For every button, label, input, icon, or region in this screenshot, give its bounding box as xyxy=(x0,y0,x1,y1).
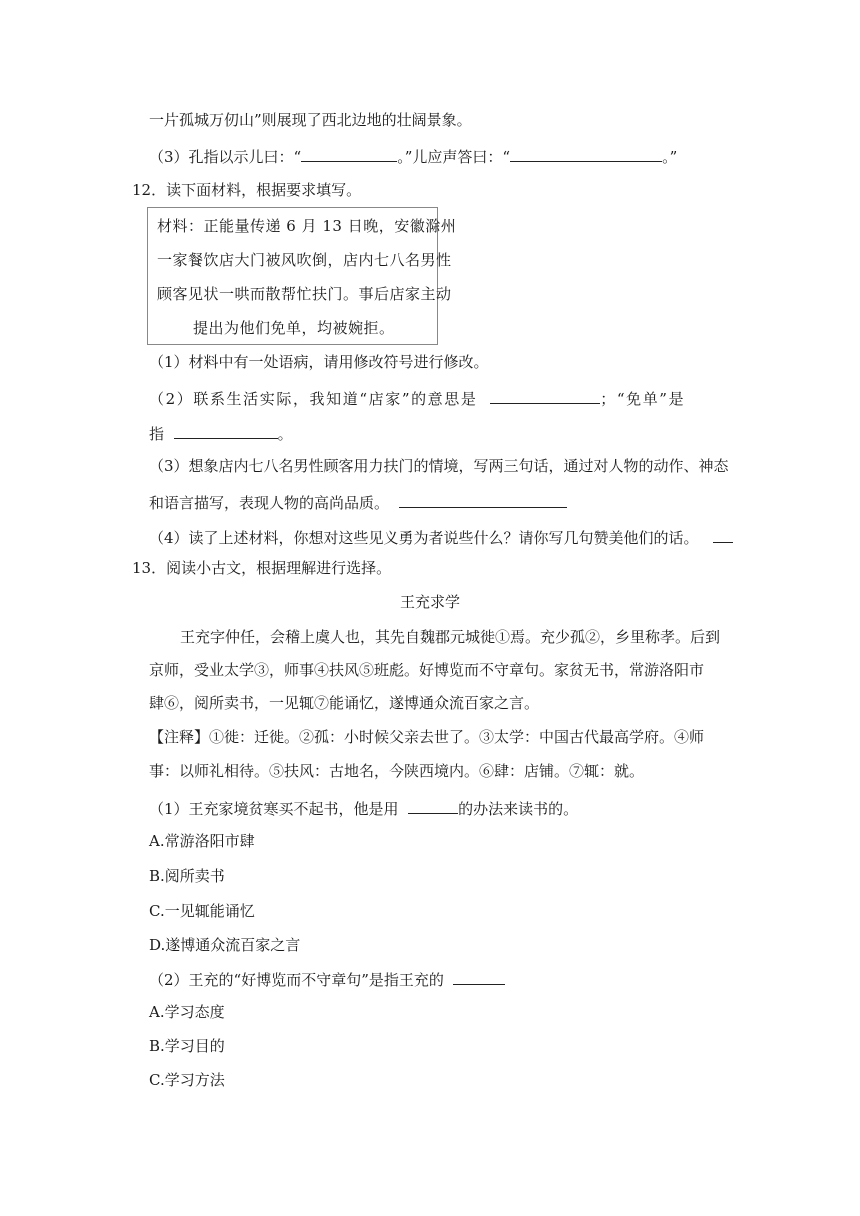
annotation-line xyxy=(149,727,704,747)
answer-blank[interactable] xyxy=(174,422,278,439)
text: （4）读了上述材料，你想对这些见义勇为者说些什么？请你写几句赞美他们的话。 xyxy=(149,529,699,547)
text: 的办法来读书的。 xyxy=(458,800,579,818)
material-line: 提出为他们免单，均被婉拒。 xyxy=(193,319,395,337)
option-d[interactable] xyxy=(149,935,300,955)
answer-blank[interactable] xyxy=(510,145,662,162)
text: A.常游洛阳市肆 xyxy=(149,832,255,850)
text: D.遂博通众流百家之言 xyxy=(149,936,301,954)
sub-question-3 xyxy=(149,456,729,476)
option-b[interactable] xyxy=(149,1036,225,1056)
passage-line xyxy=(149,660,704,680)
sub-question-1 xyxy=(149,352,489,372)
text: 。”儿应声答曰：“ xyxy=(397,148,511,166)
answer-blank[interactable] xyxy=(490,387,600,404)
option-c[interactable] xyxy=(149,1070,225,1090)
text: （2）王充的“好博览而不守章句”是指王充的 xyxy=(149,971,444,989)
choice-question-2 xyxy=(149,968,505,990)
text: B.阅所卖书 xyxy=(149,867,225,885)
material-line: 一家餐饮店大门被风吹倒，店内七八名男性 xyxy=(157,251,452,269)
text: 。” xyxy=(662,148,678,166)
sub-question-4 xyxy=(149,526,733,548)
text: 肆⑥，阅所卖书，一见辄⑦能诵忆，遂博通众流百家之言。 xyxy=(149,694,540,712)
text: A.学习态度 xyxy=(149,1003,225,1021)
text: C.学习方法 xyxy=(149,1071,225,1089)
material-line: 顾客见状一哄而散帮忙扶门。事后店家主动 xyxy=(157,285,452,303)
text: （3）孔指以示儿曰：“ xyxy=(149,148,302,166)
annotation-line xyxy=(149,761,644,781)
option-b[interactable] xyxy=(149,866,225,886)
choice-question-1 xyxy=(149,797,578,819)
text: 13．阅读小古文，根据理解进行选择。 xyxy=(132,559,392,577)
text: （1）材料中有一处语病，请用修改符号进行修改。 xyxy=(149,353,489,371)
sub-question-2 xyxy=(149,387,685,409)
answer-blank[interactable] xyxy=(408,797,458,814)
text: B.学习目的 xyxy=(149,1037,225,1055)
answer-blank[interactable] xyxy=(713,526,733,543)
text: （1）王充家境贫寒买不起书，他是用 xyxy=(149,800,399,818)
passage-line xyxy=(180,627,720,647)
answer-blank[interactable] xyxy=(453,968,505,985)
text: 【注释】①徙：迁徙。②孤：小时候父亲去世了。③太学：中国古代最高学府。④师 xyxy=(149,728,705,746)
text: 京师，受业太学③，师事④扶风⑤班彪。好博览而不守章句。家贫无书，常游洛阳市 xyxy=(149,661,705,679)
passage-line xyxy=(149,693,539,713)
sub-question-2-cont xyxy=(149,422,293,444)
question-13-heading xyxy=(132,558,391,578)
material-box xyxy=(147,207,457,345)
text: 事：以师礼相待。⑤扶风：古地名，今陕西境内。⑥肆：店铺。⑦辄：就。 xyxy=(149,762,645,780)
text: ；“免单”是 xyxy=(600,390,686,408)
option-a[interactable] xyxy=(149,831,255,851)
passage-title: 王充求学 xyxy=(399,593,460,611)
text: 12．读下面材料，根据要求填写。 xyxy=(132,181,362,199)
text: （3）想象店内七八名男性顾客用力扶门的情境，写两三句话，通过对人物的动作、神态 xyxy=(149,457,729,475)
question-3 xyxy=(149,145,677,167)
text: C.一见辄能诵忆 xyxy=(149,902,255,920)
text: （2）联系生活实际，我知道“店家”的意思是 xyxy=(149,390,478,408)
option-c[interactable] xyxy=(149,901,255,921)
text: 王充字仲任，会稽上虞人也，其先自魏郡元城徙①焉。充少孤②，乡里称孝。后到 xyxy=(180,628,721,646)
material-line: 材料：正能量传递 6 月 13 日晚，安徽滁州 xyxy=(157,217,457,235)
text: 。 xyxy=(277,425,293,443)
answer-blank[interactable] xyxy=(301,145,397,162)
text: 指 xyxy=(149,425,165,443)
answer-blank[interactable] xyxy=(399,491,567,508)
text-line xyxy=(149,110,472,130)
sub-question-3-cont xyxy=(149,491,567,513)
text: 一片孤城万仞山”则展现了西北边地的壮阔景象。 xyxy=(149,111,472,129)
question-12-heading xyxy=(132,180,361,200)
option-a[interactable] xyxy=(149,1002,225,1022)
text: 和语言描写，表现人物的高尚品质。 xyxy=(149,494,390,512)
